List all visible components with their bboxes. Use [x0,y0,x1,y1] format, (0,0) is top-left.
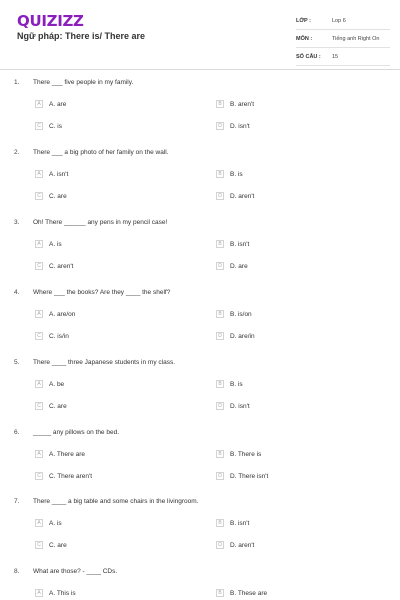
option-text: D. aren't [230,192,255,200]
option-text: D. isn't [230,402,250,410]
option-a[interactable] [35,379,64,389]
option-b[interactable] [216,588,267,598]
option-a[interactable] [35,588,76,598]
meta-row-class [296,12,390,30]
option-text: C. aren't [49,262,74,270]
option-letter-box: A [35,100,43,108]
option-c[interactable] [35,191,67,201]
option-text: A. is [49,519,62,527]
option-text: A. are/on [49,310,76,318]
option-letter-box: C [35,541,43,549]
option-text: C. is/in [49,332,69,340]
option-letter-box: A [35,310,43,318]
question-5 [0,359,400,429]
page-header [0,0,400,70]
meta-label: LỚP : [296,17,311,24]
option-letter-box: A [35,170,43,178]
option-d[interactable] [216,540,254,550]
question-text: There ____ three Japanese students in my class. [33,359,175,366]
question-text: _____ any pillows on the bed. [33,429,120,436]
option-b[interactable] [216,239,249,249]
question-text: There ___ a big photo of her family on the wall. [33,149,169,156]
option-letter-box: C [35,262,43,270]
option-text: C. is [49,122,62,130]
option-a[interactable] [35,169,68,179]
option-b[interactable] [216,518,249,528]
option-a[interactable] [35,99,66,109]
question-number: 7. [14,498,20,505]
option-c[interactable] [35,401,67,411]
option-a[interactable] [35,449,85,459]
option-text: A. are [49,100,67,108]
question-number: 5. [14,359,20,366]
option-letter-box: C [35,122,43,130]
meta-row-subject [296,30,390,48]
question-8 [0,568,400,600]
option-letter-box: A [35,519,43,527]
option-letter-box: A [35,450,43,458]
option-text: C. are [49,192,67,200]
option-text: C. are [49,541,67,549]
option-text: B. aren't [230,100,255,108]
option-b[interactable] [216,169,243,179]
option-a[interactable] [35,518,62,528]
option-b[interactable] [216,449,261,459]
option-b[interactable] [216,309,252,319]
question-number: 3. [14,219,20,226]
option-text: B. These are [230,589,268,597]
option-letter-box: D [216,402,224,410]
meta-value: Tiếng anh Right On [332,35,380,42]
option-d[interactable] [216,261,248,271]
question-4 [0,289,400,359]
question-3 [0,219,400,289]
option-a[interactable] [35,309,75,319]
option-text: D. aren't [230,541,255,549]
option-text: D. are/in [230,332,255,340]
option-text: D. isn't [230,122,250,130]
option-text: D. There isn't [230,472,269,480]
question-number: 6. [14,429,20,436]
question-number: 1. [14,79,20,86]
option-c[interactable] [35,540,67,550]
option-text: B. There is [230,450,262,458]
question-number: 8. [14,568,20,575]
meta-label: MÔN : [296,35,313,42]
option-letter-box: D [216,262,224,270]
option-b[interactable] [216,379,243,389]
option-d[interactable] [216,471,268,481]
meta-row-question-count [296,48,390,66]
option-letter-box: B [216,380,224,388]
option-text: A. be [49,380,65,388]
worksheet-meta [296,12,390,66]
option-text: B. is/on [230,310,252,318]
option-c[interactable] [35,121,62,131]
question-text: There ___ five people in my family. [33,79,134,86]
option-d[interactable] [216,401,250,411]
option-letter-box: D [216,541,224,549]
option-text: C. There aren't [49,472,93,480]
option-letter-box: B [216,450,224,458]
option-letter-box: B [216,100,224,108]
option-d[interactable] [216,331,255,341]
option-letter-box: B [216,240,224,248]
option-text: D. are [230,262,248,270]
option-a[interactable] [35,239,62,249]
option-letter-box: B [216,310,224,318]
question-number: 4. [14,289,20,296]
meta-value: Lop 6 [332,17,346,24]
option-d[interactable] [216,191,254,201]
option-letter-box: B [216,170,224,178]
meta-label: SỐ CÂU : [296,53,321,60]
option-text: C. are [49,402,67,410]
option-letter-box: D [216,332,224,340]
quizizz-logo: QUIZIZZ [17,12,84,30]
option-text: A. This is [49,589,76,597]
question-number: 2. [14,149,20,156]
option-text: B. isn't [230,240,250,248]
option-text: A. is [49,240,62,248]
option-text: B. is [230,170,243,178]
option-text: B. is [230,380,243,388]
option-text: A. isn't [49,170,69,178]
question-text: What are those? - ____ CDs. [33,568,118,575]
option-letter-box: D [216,192,224,200]
option-letter-box: A [35,380,43,388]
option-letter-box: A [35,240,43,248]
option-letter-box: C [35,472,43,480]
option-b[interactable] [216,99,254,109]
question-1 [0,79,400,149]
question-6 [0,429,400,499]
option-d[interactable] [216,121,250,131]
question-text: Oh! There ______ any pens in my pencil case! [33,219,168,226]
option-letter-box: C [35,332,43,340]
option-letter-box: A [35,589,43,597]
meta-value: 15 [332,53,339,60]
option-text: B. isn't [230,519,250,527]
option-c[interactable] [35,331,69,341]
option-letter-box: C [35,402,43,410]
option-text: A. There are [49,450,86,458]
option-letter-box: B [216,589,224,597]
option-c[interactable] [35,261,73,271]
question-text: Where ___ the books? Are they ____ the shelf? [33,289,171,296]
option-letter-box: C [35,192,43,200]
question-text: There ____ a big table and some chairs in the livingroom. [33,498,199,505]
question-2 [0,149,400,219]
option-letter-box: D [216,472,224,480]
header-divider [0,69,400,70]
option-letter-box: D [216,122,224,130]
option-c[interactable] [35,471,92,481]
worksheet-title: Ngữ pháp: There is/ There are [17,31,146,41]
option-letter-box: B [216,519,224,527]
question-7 [0,498,400,568]
